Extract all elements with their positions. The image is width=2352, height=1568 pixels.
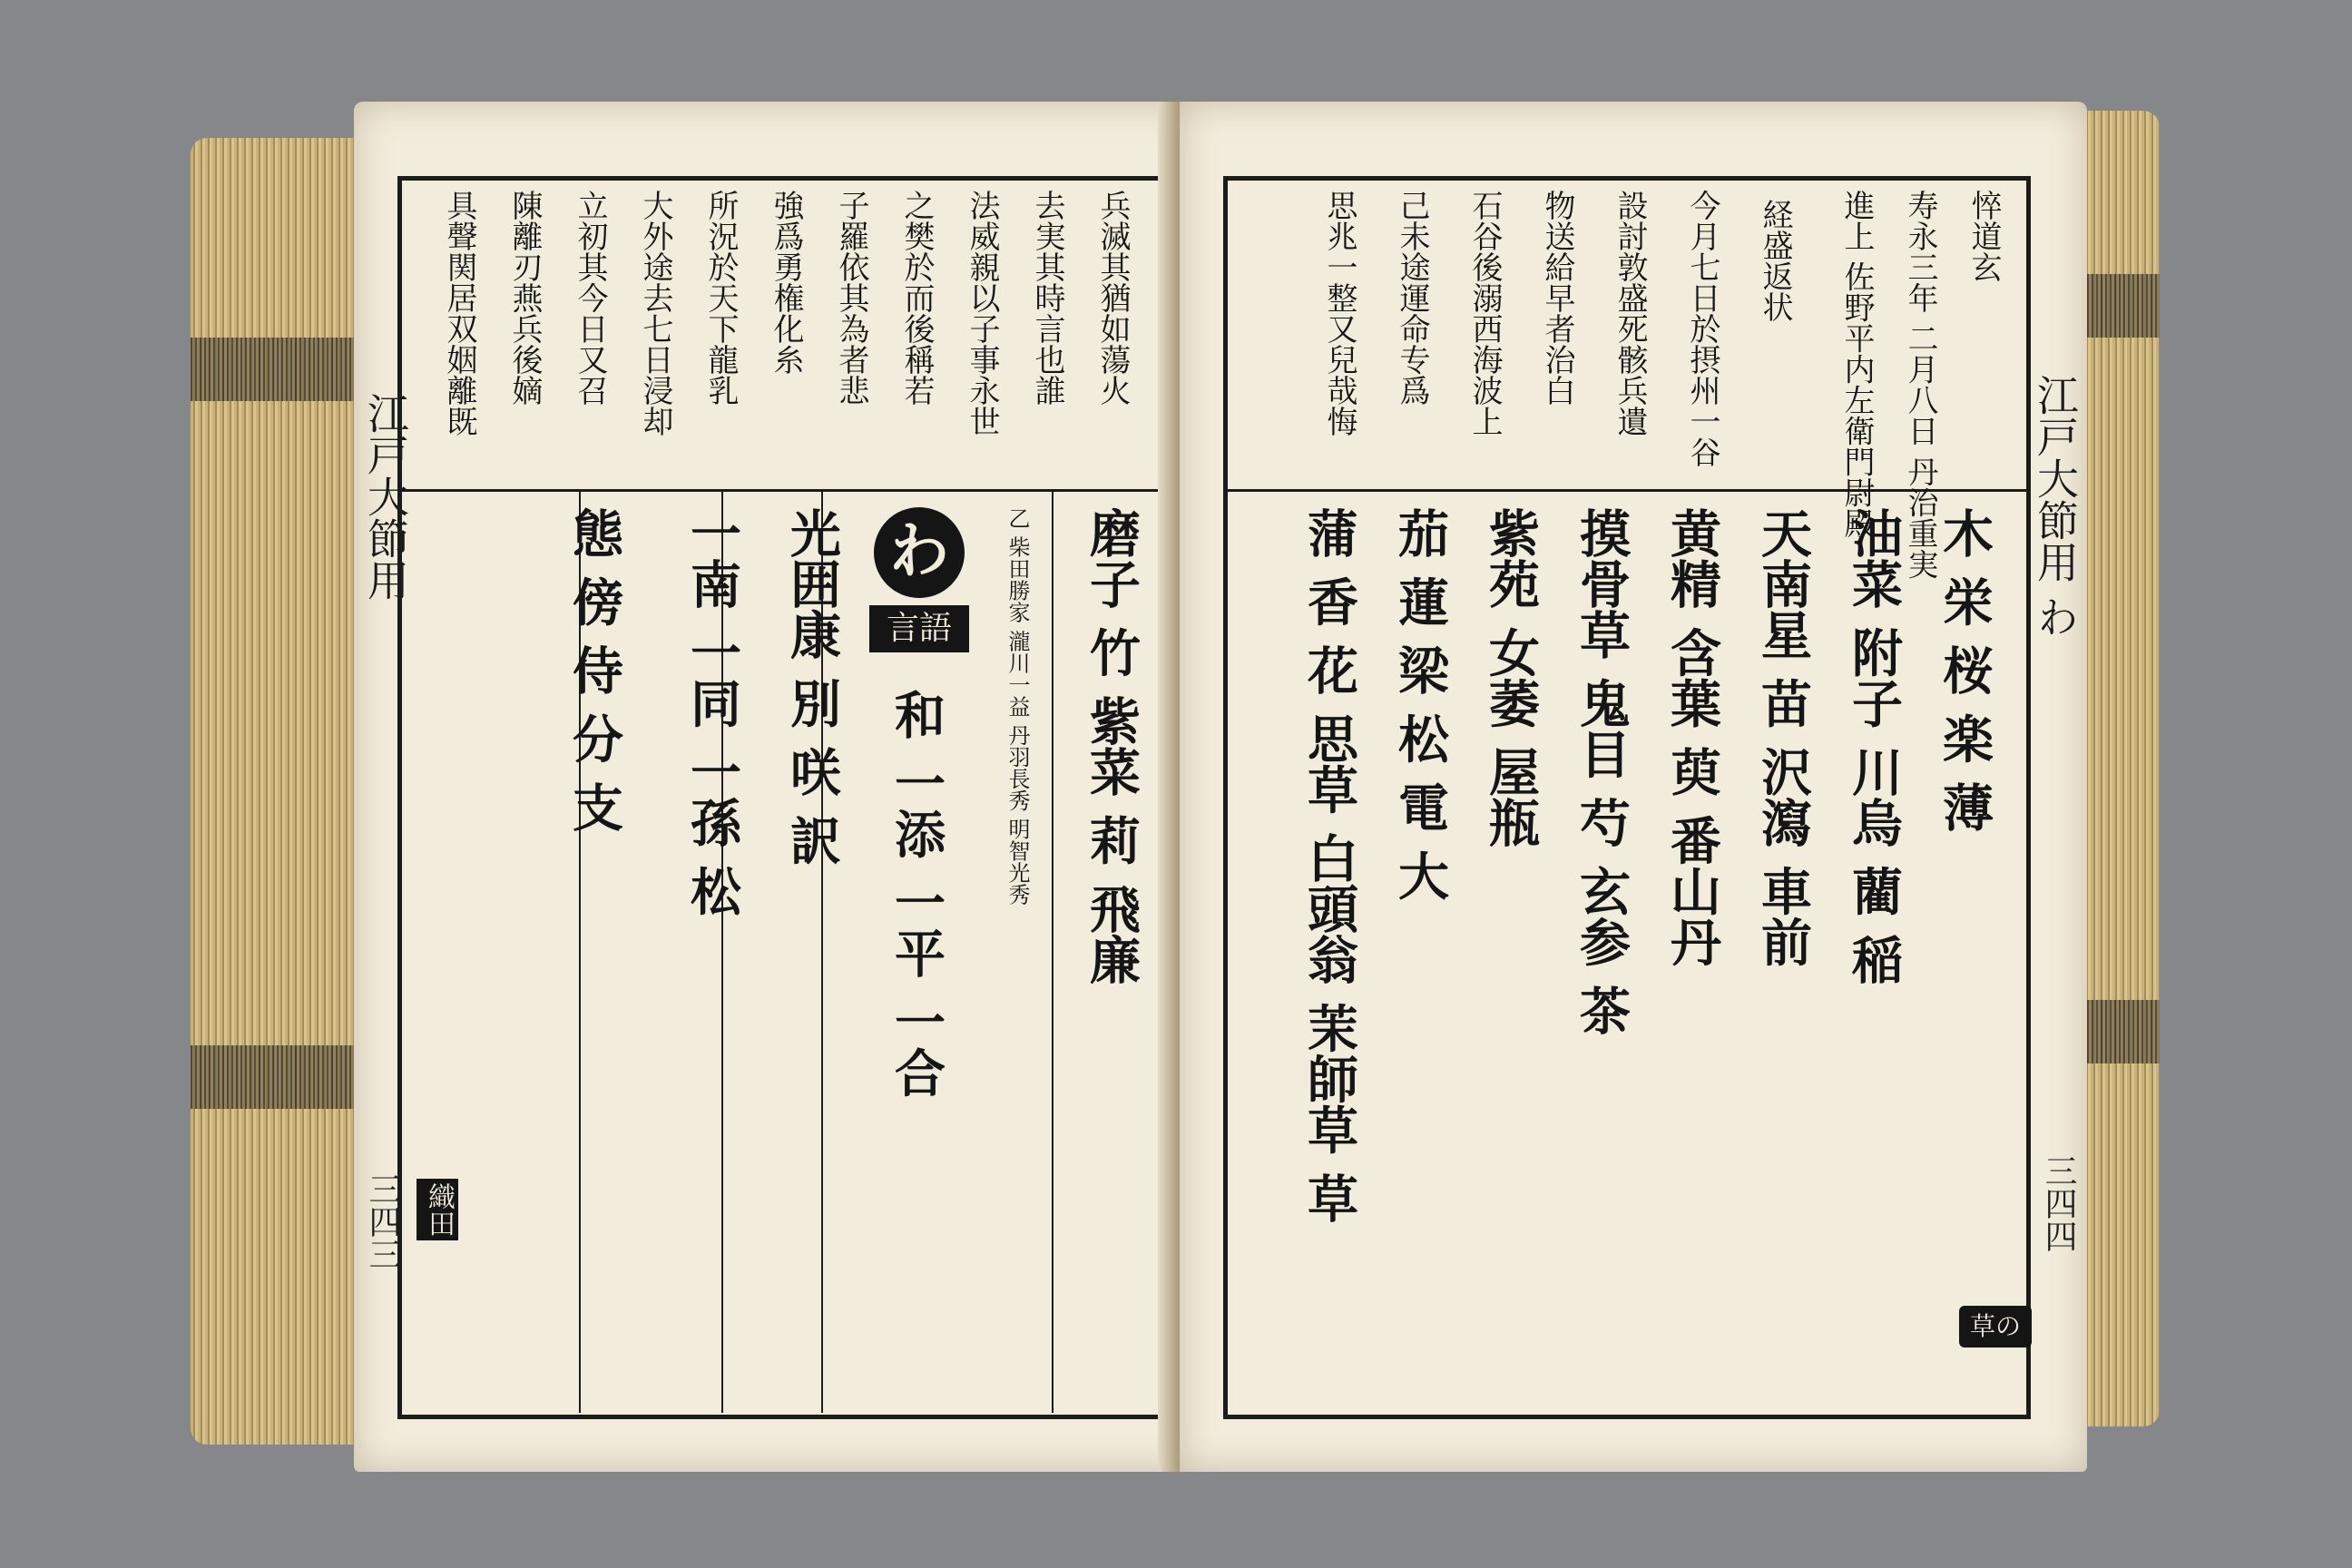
- left-page: [354, 102, 1261, 1472]
- entry-column: 乙 柴田勝家 瀧川一益 丹羽長秀 明智光秀: [1004, 507, 1030, 906]
- entry-tag: 織田: [416, 1179, 458, 1240]
- column-rule: [1052, 489, 1054, 1413]
- text-frame: [1223, 176, 2031, 1419]
- edge-mark: [191, 1045, 372, 1109]
- book-edge-left: [191, 138, 372, 1445]
- text-column: 之樊於而後稱若: [898, 190, 935, 406]
- text-column: 進上 佐野平内左衛門尉殿: [1838, 190, 1875, 539]
- section-label: 言語: [869, 605, 969, 652]
- section-letter-badge: わ: [874, 507, 965, 598]
- text-column: 子羅依其為者悲: [833, 190, 869, 406]
- text-column: 具聲関居双姻離既: [441, 190, 477, 436]
- entry-column: 和 一添 一平 一合: [887, 689, 946, 1098]
- right-page: [1180, 102, 2087, 1472]
- section-tag: 草の部: [1959, 1306, 2032, 1348]
- folio: 三四四: [2040, 1154, 2077, 1252]
- entry-column: 油菜 附子 川烏 藺 稲: [1844, 507, 1904, 985]
- text-column: 己未途運命专爲: [1394, 190, 1430, 406]
- running-head: 江戸大節用: [361, 392, 410, 601]
- text-column: 経盛返状: [1757, 199, 1793, 322]
- entry-column: 摸骨草 鬼目 芍 玄参 茶: [1572, 507, 1632, 1035]
- entry-column: 木 栄 桜 楽 薄: [1935, 507, 1994, 832]
- text-column: 思兆一整又兒哉悔: [1321, 190, 1357, 436]
- text-column: 寿永三年 二月八日 丹治重実: [1902, 190, 1938, 580]
- text-column: 強爲勇権化糸: [768, 190, 804, 375]
- entry-column: 磨子 竹 紫菜 莉 飛廉: [1082, 507, 1142, 985]
- text-column: 法威親以子事永世: [964, 190, 1000, 436]
- entry-column: 天南星 苗 沢瀉 車前: [1753, 507, 1813, 967]
- text-column: 石谷後溺西海波上: [1466, 190, 1503, 436]
- entry-column: 茄 蓮 梁 松 電 大: [1390, 507, 1450, 901]
- entry-column: 一南 一同 一孫 松: [682, 507, 742, 916]
- text-frame: [397, 176, 1205, 1419]
- entry-column: 黄精 含葉 萸 番山丹: [1662, 507, 1722, 967]
- text-column: 設討敦盛死骸兵遺: [1612, 190, 1648, 436]
- entry-column: 光囲康 別 咲 訳: [782, 507, 842, 866]
- section-divider: [402, 489, 1200, 492]
- entry-column: 態 傍 侍 分 支: [564, 507, 624, 832]
- text-column: 悴道玄: [1965, 190, 2002, 282]
- text-column: 兵滅其猶如蕩火: [1094, 190, 1131, 406]
- text-column: 今月七日於摂州一谷: [1684, 190, 1720, 467]
- entry-column: 蒲 香 花 思草 白頭翁 茉師草 草: [1299, 507, 1359, 1223]
- text-column: 立初其今日又召: [572, 190, 608, 406]
- folio: 三四三: [364, 1172, 401, 1270]
- running-head: 江戸大節用 わ: [2031, 374, 2080, 638]
- text-column: 所況於天下龍乳: [702, 190, 739, 406]
- edge-mark: [191, 338, 372, 401]
- open-book: [181, 102, 2178, 1483]
- text-column: 大外途去七日浸却: [637, 190, 673, 436]
- text-column: 去実其時言也誰: [1029, 190, 1065, 406]
- text-column: 陳離刃燕兵後嫡: [506, 190, 543, 406]
- text-column: 物送給早者治白: [1539, 190, 1575, 406]
- entry-column: 紫苑 女萎 屋瓶: [1481, 507, 1541, 848]
